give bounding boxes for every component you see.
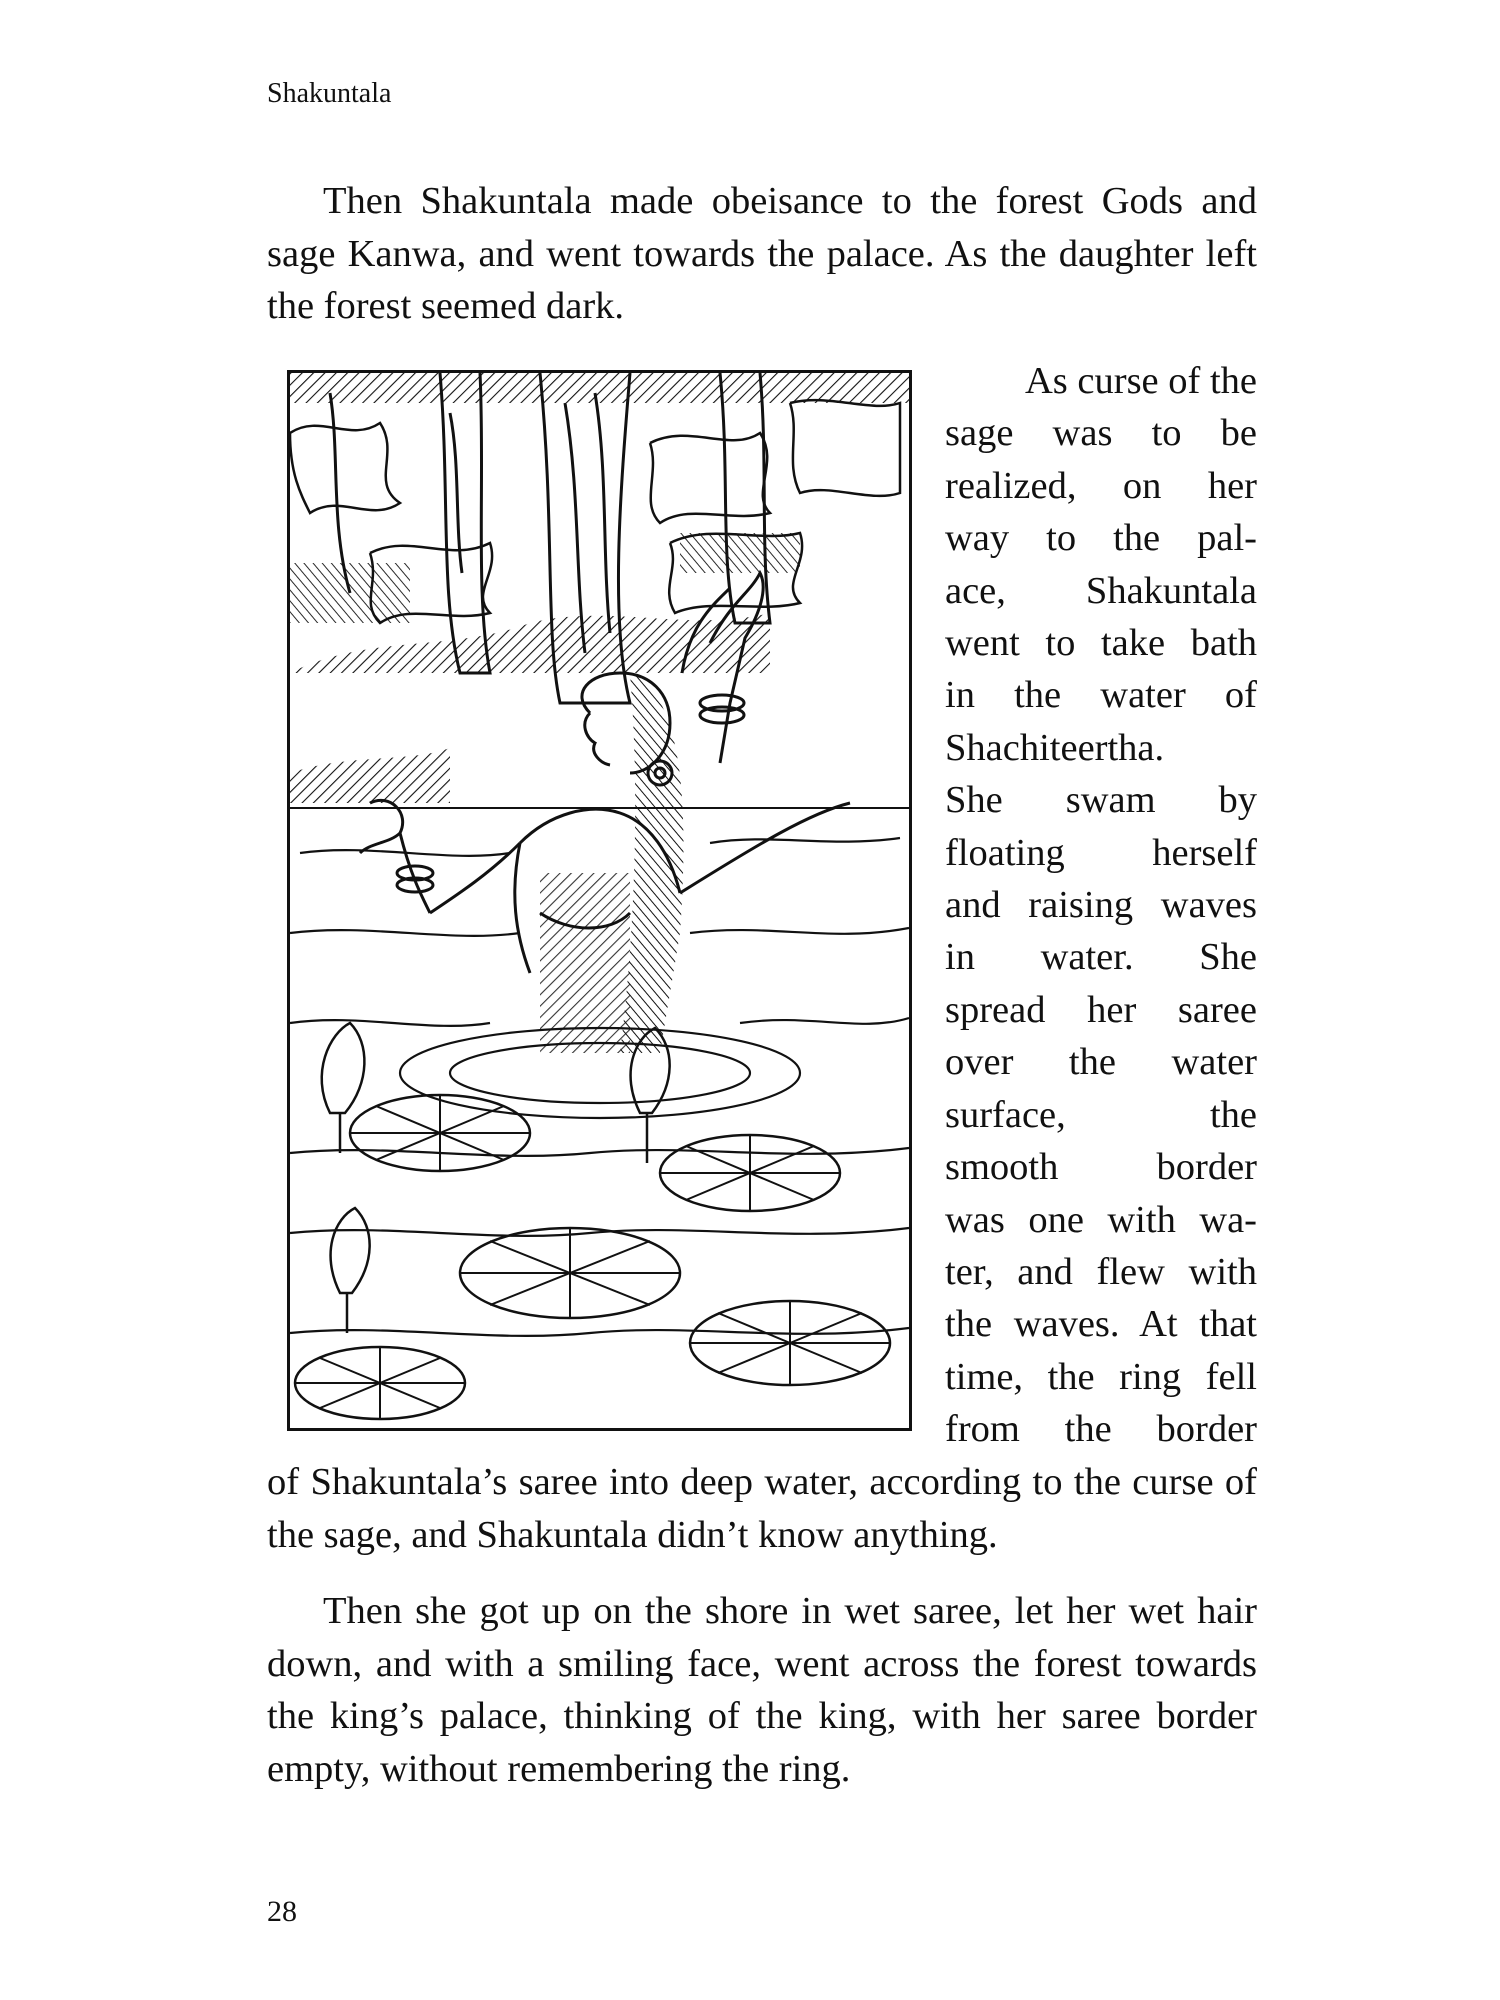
wrapped-line: way to the pal- [945,517,1257,560]
illustration-frame [287,370,912,1431]
wrapped-line: time, the ring fell [945,1355,1257,1398]
wrapped-line: surface, the [945,1093,1257,1136]
wrapped-line: ace, Shakuntala [945,569,1257,612]
wrapped-line: spread her saree [945,988,1257,1031]
wrapped-line: Shachiteertha. [945,726,1165,769]
wrapped-line: the waves. At that [945,1303,1257,1346]
paragraph-1: Then Shakuntala made obeisance to the forest Gods and sage Kanwa, and went towards the palace. As the daughter left the forest seemed dark. [267,180,1257,327]
wrapped-line: in water. She [945,936,1257,979]
wrapped-line: was one with wa- [945,1198,1257,1241]
woman-bathing-illustration-icon [290,373,909,1428]
wrapped-line: in the water of [945,674,1257,717]
wrapped-line: went to take bath [945,622,1257,665]
wrapped-line: from the border [945,1408,1257,1451]
wrapped-line: As curse of the [1025,360,1257,402]
wrapped-line: ter, and flew with [945,1250,1257,1293]
running-head: Shakuntala [267,78,392,109]
wrapped-line: and raising waves [945,884,1257,927]
paragraph-3: Then she got up on the shore in wet saree, let her wet hair down, and with a smiling face, went across the forest towards the king’s palace, thinking of the king, with her saree border empty, without remembering the ring. [267,1590,1257,1790]
paragraph-2-continuation: of Shakuntala’s saree into deep water, according to the curse of the sage, and Shakuntala didn’t know anything. [267,1461,1257,1556]
wrapped-line: over the water [945,1041,1257,1084]
wrapped-line: She swam by [945,779,1257,822]
paragraph-2-wrapped [945,355,1257,1456]
wrapped-line: sage was to be [945,412,1257,455]
wrapped-line: floating herself [945,831,1257,874]
page-number: 28 [267,1895,297,1928]
wrapped-line: realized, on her [945,464,1257,507]
wrapped-line: smooth border [945,1146,1257,1189]
